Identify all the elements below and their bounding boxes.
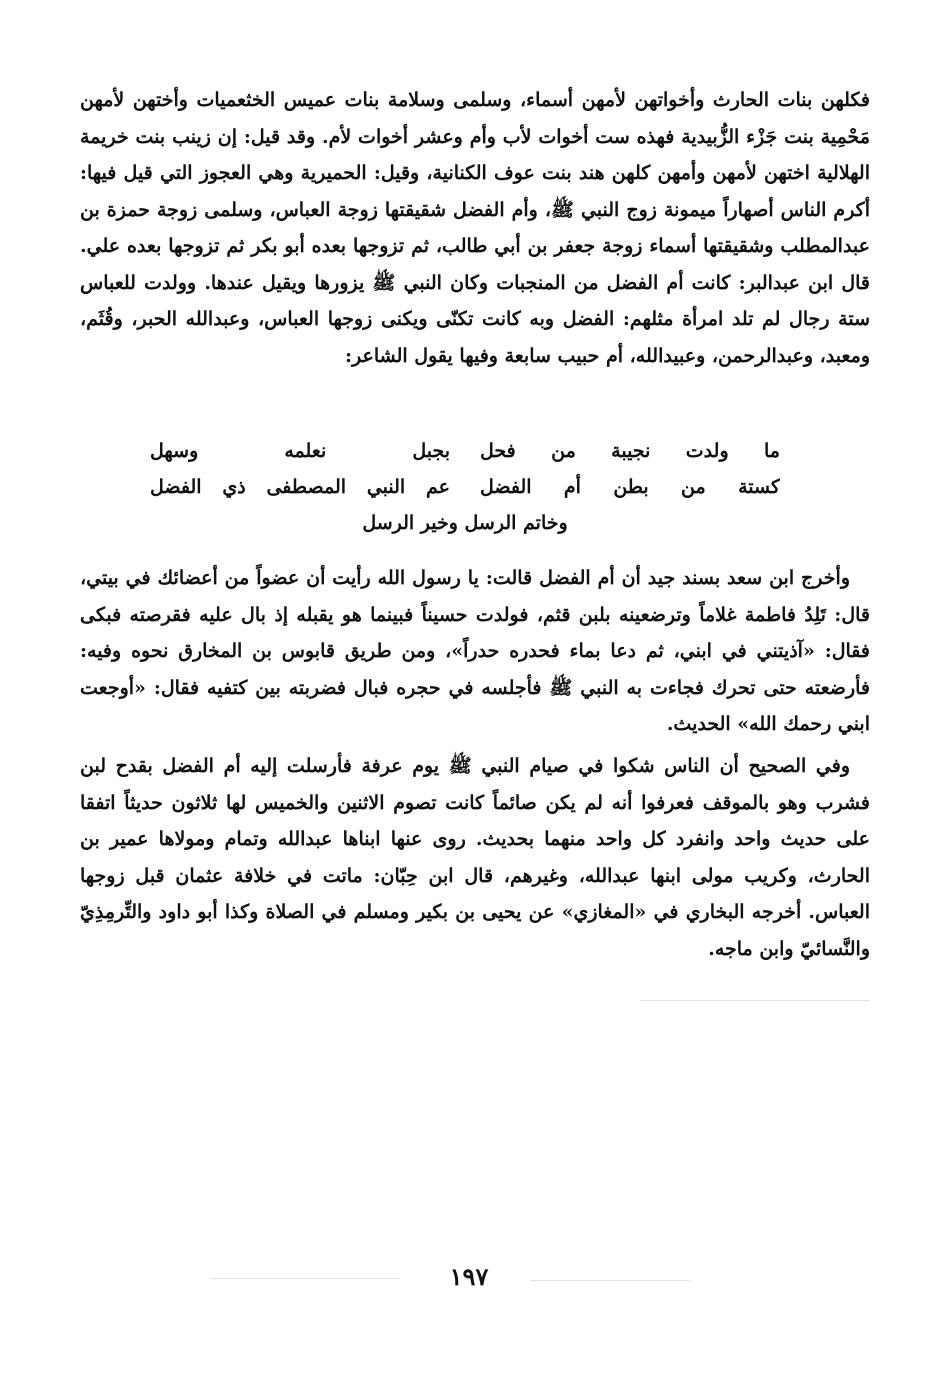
poem-hemistich-left: بجبل نعلمه وسهل: [150, 440, 450, 462]
poem-line-3: وخاتم الرسل وخير الرسل: [362, 512, 568, 534]
page-number: ١٩٧: [449, 1262, 489, 1291]
poem-line-1: [150, 433, 780, 469]
body-paragraph-2: [80, 560, 870, 743]
poem-hemistich-right: كستة من بطن أم الفضل: [480, 476, 780, 498]
poem-line-2: [150, 469, 780, 505]
poem-block: [150, 433, 780, 541]
paragraph-text: وأخرج ابن سعد بسند جيد أن أم الفضل قالت: يا رسول الله رأيت أن عضواً من أعضائك في بيتي، قال: تَلِدُ فاطمة غلاماً وترضعينه بلبن قثم، فولدت حسيناً فبينما هو يقبله إذ بال عليه فقرصته فبكى فقال: «آذيتني في ابني، ثم دعا بماء فحدره حدراً»، ومن طريق قابوس بن المخارق نحوه وفيه: فأرضعته حتى تحرك فجاءت به النبي ﷺ فأجلسه في حجره فبال فضربته بين كتفيه فقال: «أوجعت ابني رحمك الله» الحديث.: [80, 567, 870, 735]
poem-hemistich-left: عم النبي المصطفى ذي الفضل: [150, 476, 450, 498]
scan-artifact: [640, 1000, 870, 1001]
body-paragraph-3: [80, 748, 870, 967]
paragraph-text: فكلهن بنات الحارث وأخواتهن لأمهن أسماء، وسلمى وسلامة بنات عميس الخثعميات وأختهن لأمهن مَحْمِية بنت جَزْء الزُّبيدية فهذه ست أخوات لأب وأم وعشر أخوات لأم. وقد قيل: إن زينب بنت خريمة الهلالية اختهن لأمهن وأمهن كلهن هند بنت عوف الكنانية، وقيل: الحميرية وهي العجوز التي قيل فيها: أكرم الناس أصهاراً ميمونة زوج النبي ﷺ، وأم الفضل شقيقتها زوجة العباس، وسلمى زوجة حمزة بن عبدالمطلب وشقيقتها أسماء زوجة جعفر بن أبي طالب، ثم تزوجها بعده أبو بكر ثم تزوجها بعده علي. قال ابن عبدالبر: كانت أم الفضل من المنجبات وكان النبي ﷺ يزورها ويقيل عندها. وولدت للعباس ستة رجال لم تلد امرأة مثلهم: الفضل وبه كانت تكنّى ويكنى زوجها العباس، وعبدالله الحبر، وقُثَم، ومعبد، وعبدالرحمن، وعبيدالله، أم حبيب سابعة وفيها يقول الشاعر:: [80, 89, 870, 367]
paragraph-text: وفي الصحيح أن الناس شكوا في صيام النبي ﷺ يوم عرفة فأرسلت إليه أم الفضل بقدح لبن فشرب وهو بالموقف فعرفوا أنه لم يكن صائماً كانت تصوم الاثنين والخميس لها ثلاثون حديثاً اتفقا على حديث واحد وانفرد كل واحد منهما بحديث. روى عنها ابناها عبدالله وتمام ومولاها عمير بن الحارث، وكريب مولى ابنها عبدالله، وغيرهم، قال ابن حِبّان: ماتت في خلافة عثمان قبل زوجها العباس. أخرجه البخاري في «المغازي» عن يحيى بن بكير ومسلم في الصلاة وكذا أبو داود والتِّرمِذِيّ والنَّسائيّ وابن ماجه.: [80, 755, 870, 960]
body-paragraph-1: [80, 82, 870, 374]
poem-hemistich-right: ما ولدت نجيبة من فحل: [480, 440, 780, 462]
